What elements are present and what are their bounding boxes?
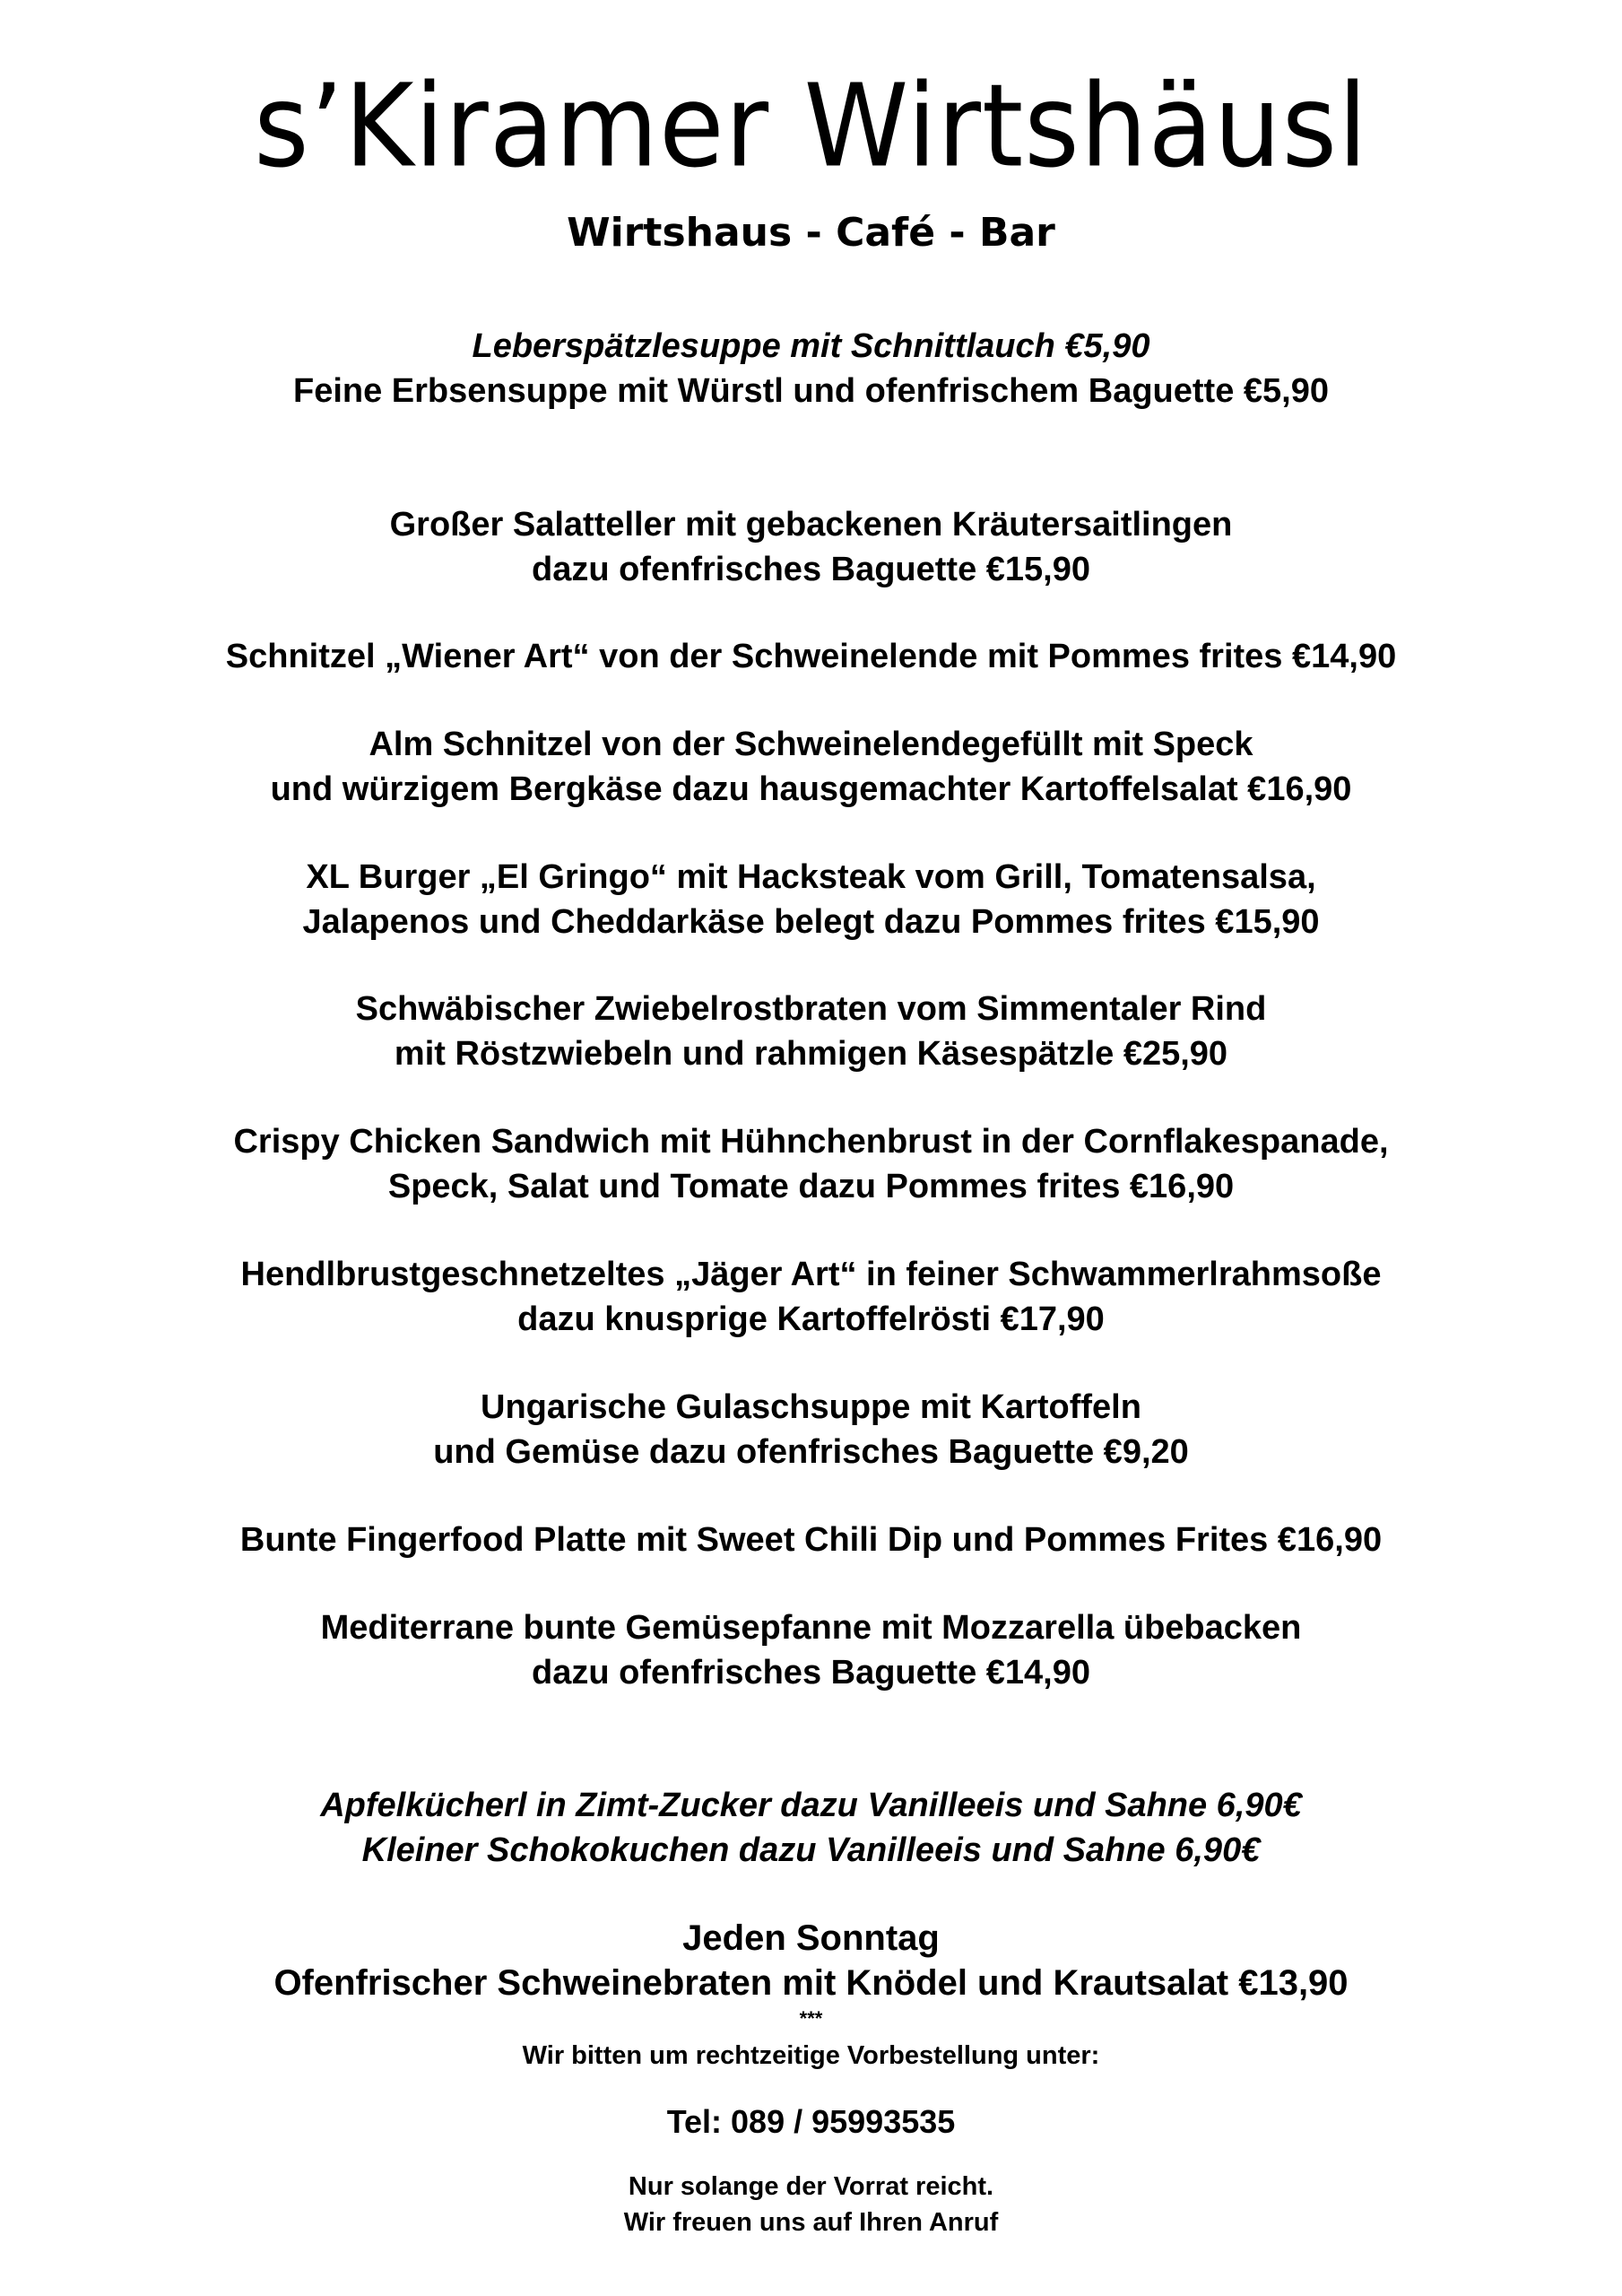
phone-number: Tel: 089 / 95993535 <box>666 2103 956 2140</box>
dish-1-line-1: Großer Salatteller mit gebackenen Kräutersaitlingen <box>389 506 1233 544</box>
stock-note: Nur solange der Vorrat reicht. <box>628 2172 994 2201</box>
preorder-note: Wir bitten um rechtzeitige Vorbestellung unter: <box>522 2041 1100 2070</box>
dish-1-line-2: dazu ofenfrisches Baguette €15,90 <box>532 551 1090 588</box>
dish-5-line-1: Schwäbischer Zwiebelrostbraten vom Simmentaler Rind <box>355 990 1267 1028</box>
dish-5-line-2: mit Röstzwiebeln und rahmigen Käsespätzle €25,90 <box>394 1035 1228 1073</box>
dish-10-line-1: Mediterrane bunte Gemüsepfanne mit Mozzarella übebacken <box>320 1609 1302 1647</box>
dish-2-line-1: Schnitzel „Wiener Art“ von der Schweinelende mit Pommes frites €14,90 <box>225 638 1397 675</box>
dish-6-line-1: Crispy Chicken Sandwich mit Hühnchenbrust in der Cornflakespanade, <box>233 1123 1389 1161</box>
dish-7-line-2: dazu knusprige Kartoffelrösti €17,90 <box>517 1300 1105 1338</box>
dessert-item-1: Apfelkücherl in Zimt-Zucker dazu Vanilleeis und Sahne 6,90€ <box>320 1787 1302 1824</box>
dish-7-line-1: Hendlbrustgeschnetzeltes „Jäger Art“ in feiner Schwammerlrahmsoße <box>240 1256 1382 1293</box>
dish-9-line-1: Bunte Fingerfood Platte mit Sweet Chili Dip und Pommes Frites €16,90 <box>239 1521 1383 1559</box>
dish-8-line-2: und Gemüse dazu ofenfrisches Baguette €9,20 <box>433 1433 1189 1471</box>
dish-10-line-2: dazu ofenfrisches Baguette €14,90 <box>532 1654 1090 1692</box>
sunday-dish: Ofenfrischer Schweinebraten mit Knödel und Krautsalat €13,90 <box>273 1963 1349 2003</box>
restaurant-tagline: Wirtshaus - Café - Bar <box>567 210 1055 256</box>
sunday-heading: Jeden Sonntag <box>682 1918 940 1958</box>
dish-6-line-2: Speck, Salat und Tomate dazu Pommes frites €16,90 <box>387 1168 1235 1205</box>
dish-3-line-1: Alm Schnitzel von der Schweinelendegefüllt mit Speck <box>369 726 1253 763</box>
dish-3-line-2: und würzigem Bergkäse dazu hausgemachter Kartoffelsalat €16,90 <box>270 770 1352 808</box>
dish-8-line-1: Ungarische Gulaschsuppe mit Kartoffeln <box>481 1388 1141 1426</box>
dish-4-line-1: XL Burger „El Gringo“ mit Hacksteak vom Grill, Tomatensalsa, <box>306 858 1316 896</box>
dish-4-line-2: Jalapenos und Cheddarkäse belegt dazu Pommes frites €15,90 <box>302 903 1320 941</box>
soup-item-1: Leberspätzlesuppe mit Schnittlauch €5,90 <box>472 327 1150 365</box>
separator-stars: *** <box>799 2007 823 2030</box>
soup-item-2: Feine Erbsensuppe mit Würstl und ofenfrischem Baguette €5,90 <box>292 372 1329 410</box>
call-note: Wir freuen uns auf Ihren Anruf <box>623 2208 999 2237</box>
restaurant-name: s’Kiramer Wirtshäusl <box>254 58 1368 193</box>
dessert-item-2: Kleiner Schokokuchen dazu Vanilleeis und Sahne 6,90€ <box>361 1831 1261 1869</box>
